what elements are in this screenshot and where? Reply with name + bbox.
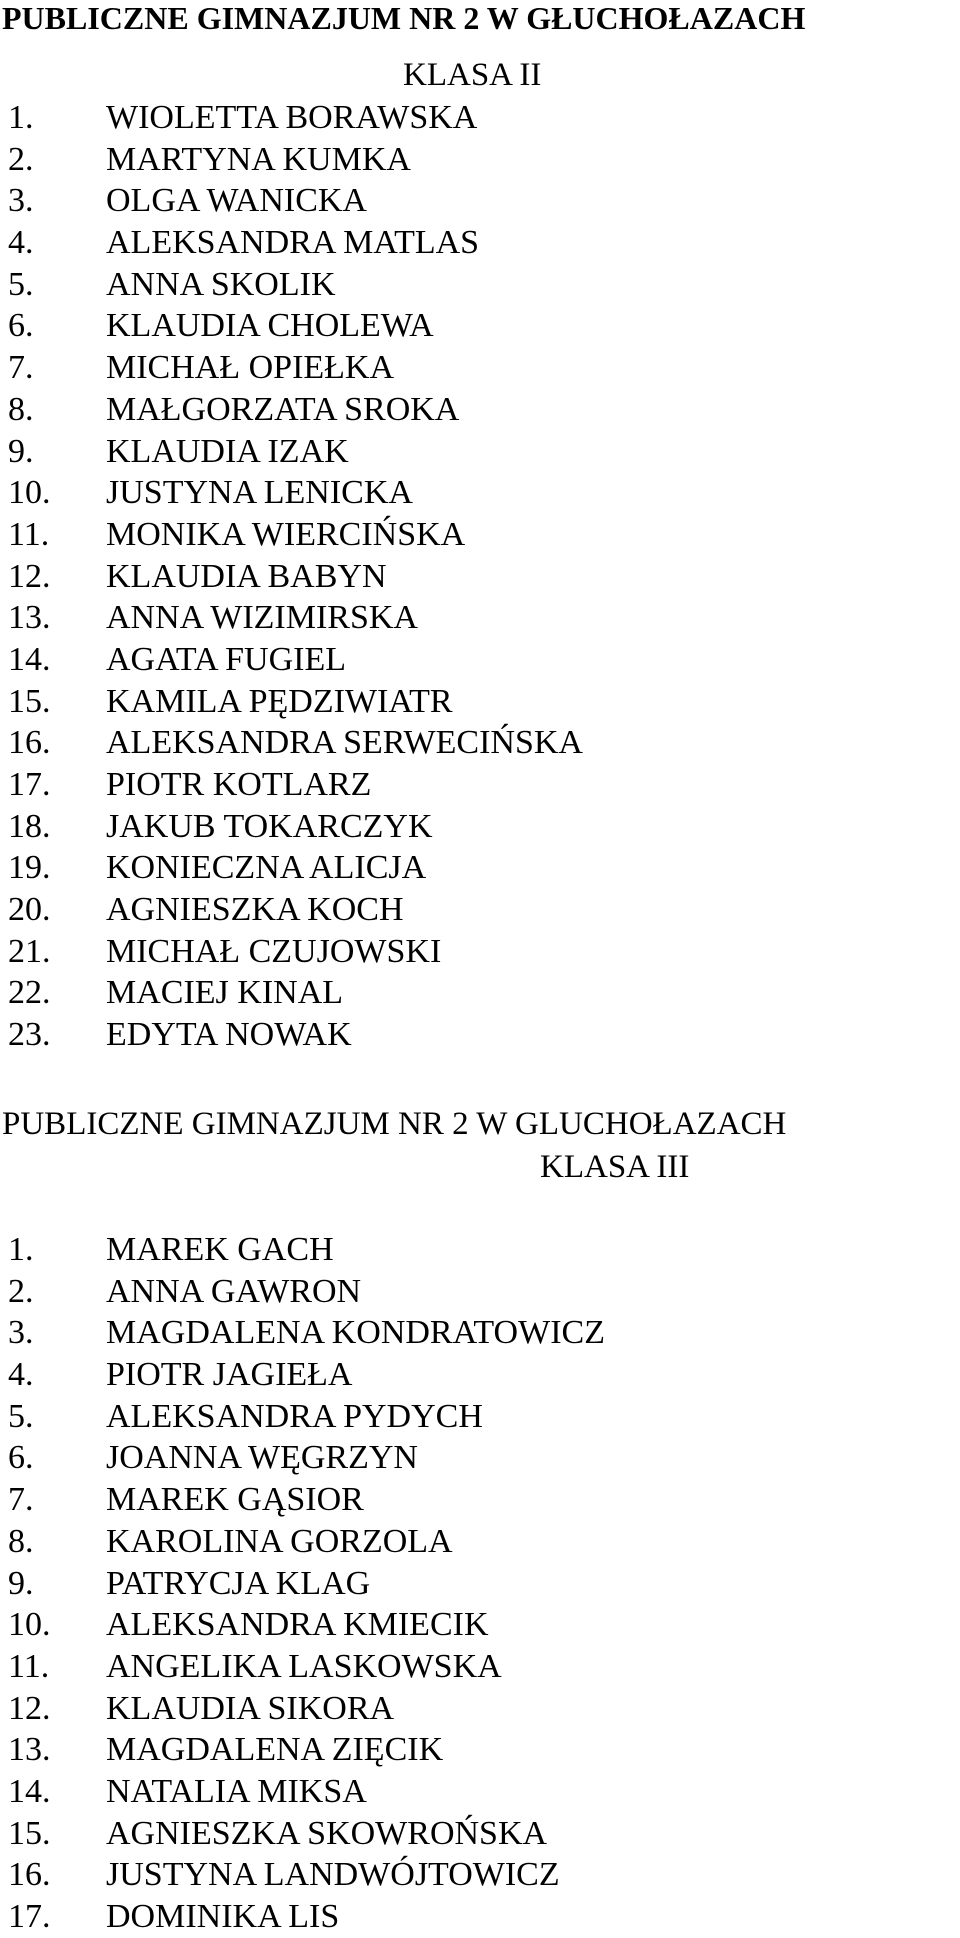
list-item-number: 3. bbox=[8, 1314, 34, 1352]
list-item-number: 16. bbox=[8, 724, 51, 762]
student-name: MICHAŁ CZUJOWSKI bbox=[106, 932, 442, 970]
list-item-number: 5. bbox=[8, 265, 34, 303]
list-item bbox=[0, 305, 583, 347]
list-item bbox=[0, 1396, 605, 1438]
list-item-number: 7. bbox=[8, 349, 34, 387]
list-item-number: 15. bbox=[8, 682, 51, 720]
list-item-number: 11. bbox=[8, 1647, 50, 1685]
student-name: KLAUDIA CHOLEWA bbox=[106, 307, 434, 345]
student-name: ALEKSANDRA PYDYCH bbox=[106, 1397, 483, 1435]
list-item-number: 9. bbox=[8, 1564, 34, 1602]
list-item-number: 13. bbox=[8, 599, 51, 637]
student-name: EDYTA NOWAK bbox=[106, 1016, 352, 1054]
list-item bbox=[0, 597, 583, 639]
list-item-number: 6. bbox=[8, 307, 34, 345]
list-item bbox=[0, 1014, 583, 1056]
student-name: PIOTR JAGIEŁA bbox=[106, 1356, 353, 1394]
list-item bbox=[0, 1437, 605, 1479]
list-item bbox=[0, 431, 583, 473]
student-name: KAMILA PĘDZIWIATR bbox=[106, 682, 453, 720]
student-name: ALEKSANDRA KMIECIK bbox=[106, 1606, 489, 1644]
list-item bbox=[0, 514, 583, 556]
list-item bbox=[0, 847, 583, 889]
list-item-number: 2. bbox=[8, 1272, 34, 1310]
list-item-number: 14. bbox=[8, 1772, 51, 1810]
student-name: ANNA GAWRON bbox=[106, 1272, 362, 1310]
list-item bbox=[0, 556, 583, 598]
student-name: MARTYNA KUMKA bbox=[106, 140, 411, 178]
section1-student-list bbox=[0, 97, 583, 1056]
list-item-number: 10. bbox=[8, 1606, 51, 1644]
list-item bbox=[0, 1229, 605, 1271]
list-item bbox=[0, 806, 583, 848]
list-item bbox=[0, 764, 583, 806]
list-item bbox=[0, 722, 583, 764]
list-item-number: 13. bbox=[8, 1731, 51, 1769]
list-item bbox=[0, 1354, 605, 1396]
student-name: ANNA WIZIMIRSKA bbox=[106, 599, 418, 637]
list-item-number: 12. bbox=[8, 1689, 51, 1727]
list-item-number: 10. bbox=[8, 474, 51, 512]
list-item-number: 22. bbox=[8, 974, 51, 1012]
list-item bbox=[0, 931, 583, 973]
list-item-number: 8. bbox=[8, 1522, 34, 1560]
list-item bbox=[0, 97, 583, 139]
student-name: MAREK GĄSIOR bbox=[106, 1481, 364, 1519]
list-item bbox=[0, 139, 583, 181]
student-name: AGNIESZKA KOCH bbox=[106, 891, 404, 929]
student-name: MONIKA WIERCIŃSKA bbox=[106, 515, 466, 553]
student-name: KLAUDIA IZAK bbox=[106, 432, 349, 470]
list-item-number: 6. bbox=[8, 1439, 34, 1477]
student-name: WIOLETTA BORAWSKA bbox=[106, 99, 478, 136]
student-name: JOANNA WĘGRZYN bbox=[106, 1439, 418, 1477]
list-item bbox=[0, 1271, 605, 1313]
student-name: MAGDALENA KONDRATOWICZ bbox=[106, 1314, 605, 1352]
list-item-number: 20. bbox=[8, 891, 51, 929]
student-name: PIOTR KOTLARZ bbox=[106, 766, 372, 803]
list-item-number: 12. bbox=[8, 557, 51, 595]
student-name: DOMINIKA LIS bbox=[106, 1898, 340, 1935]
list-item bbox=[0, 180, 583, 222]
list-item bbox=[0, 1813, 605, 1855]
student-name: MICHAŁ OPIEŁKA bbox=[106, 349, 395, 387]
section2-class-label: KLASA III bbox=[540, 1149, 690, 1185]
student-name: PATRYCJA KLAG bbox=[106, 1564, 371, 1602]
student-name: MAREK GACH bbox=[106, 1231, 334, 1268]
list-item-number: 15. bbox=[8, 1814, 51, 1852]
list-item-number: 18. bbox=[8, 807, 51, 845]
student-name: KAROLINA GORZOLA bbox=[106, 1522, 453, 1560]
student-name: ANGELIKA LASKOWSKA bbox=[106, 1647, 502, 1685]
list-item-number: 3. bbox=[8, 182, 34, 220]
list-item bbox=[0, 1521, 605, 1563]
list-item-number: 1. bbox=[8, 99, 34, 136]
list-item bbox=[0, 1729, 605, 1771]
student-name: JUSTYNA LENICKA bbox=[106, 474, 413, 512]
list-item bbox=[0, 1563, 605, 1605]
list-item bbox=[0, 639, 583, 681]
student-name: MAŁGORZATA SROKA bbox=[106, 390, 460, 428]
list-item bbox=[0, 472, 583, 514]
list-item-number: 4. bbox=[8, 1356, 34, 1394]
student-name: AGNIESZKA SKOWROŃSKA bbox=[106, 1814, 548, 1852]
student-name: MACIEJ KINAL bbox=[106, 974, 344, 1012]
list-item-number: 2. bbox=[8, 140, 34, 178]
list-item-number: 4. bbox=[8, 224, 34, 262]
list-item bbox=[0, 1604, 605, 1646]
list-item bbox=[0, 1896, 605, 1938]
list-item-number: 21. bbox=[8, 932, 51, 970]
list-item-number: 11. bbox=[8, 515, 50, 553]
list-item bbox=[0, 264, 583, 306]
list-item-number: 19. bbox=[8, 849, 51, 887]
list-item bbox=[0, 972, 583, 1014]
section1-class-label: KLASA II bbox=[403, 57, 542, 93]
list-item bbox=[0, 1688, 605, 1730]
list-item-number: 16. bbox=[8, 1856, 51, 1894]
list-item bbox=[0, 1479, 605, 1521]
list-item bbox=[0, 389, 583, 431]
student-name: KONIECZNA ALICJA bbox=[106, 849, 427, 887]
student-name: JUSTYNA LANDWÓJTOWICZ bbox=[106, 1856, 560, 1894]
list-item-number: 1. bbox=[8, 1231, 34, 1268]
student-name: ALEKSANDRA SERWECIŃSKA bbox=[106, 724, 583, 762]
list-item bbox=[0, 1854, 605, 1896]
student-name: JAKUB TOKARCZYK bbox=[106, 807, 433, 845]
section2-school-title: PUBLICZNE GIMNAZJUM NR 2 W GLUCHOŁAZACH bbox=[2, 1106, 787, 1142]
list-item bbox=[0, 347, 583, 389]
list-item bbox=[0, 681, 583, 723]
list-item-number: 23. bbox=[8, 1016, 51, 1054]
list-item bbox=[0, 222, 583, 264]
list-item-number: 9. bbox=[8, 432, 34, 470]
student-name: MAGDALENA ZIĘCIK bbox=[106, 1731, 444, 1769]
list-item-number: 7. bbox=[8, 1481, 34, 1519]
list-item-number: 14. bbox=[8, 640, 51, 678]
list-item-number: 5. bbox=[8, 1397, 34, 1435]
list-item-number: 17. bbox=[8, 1898, 51, 1935]
student-name: ANNA SKOLIK bbox=[106, 265, 336, 303]
section1-school-title: PUBLICZNE GIMNAZJUM NR 2 W GŁUCHOŁAZACH bbox=[2, 0, 806, 36]
student-name: KLAUDIA BABYN bbox=[106, 557, 387, 595]
list-item bbox=[0, 1646, 605, 1688]
student-name: KLAUDIA SIKORA bbox=[106, 1689, 395, 1727]
student-name: NATALIA MIKSA bbox=[106, 1772, 367, 1810]
list-item bbox=[0, 1771, 605, 1813]
list-item-number: 8. bbox=[8, 390, 34, 428]
list-item bbox=[0, 889, 583, 931]
student-name: OLGA WANICKA bbox=[106, 182, 367, 220]
list-item-number: 17. bbox=[8, 766, 51, 803]
list-item bbox=[0, 1312, 605, 1354]
section2-student-list bbox=[0, 1229, 605, 1938]
student-name: AGATA FUGIEL bbox=[106, 640, 346, 678]
student-name: ALEKSANDRA MATLAS bbox=[106, 224, 480, 262]
